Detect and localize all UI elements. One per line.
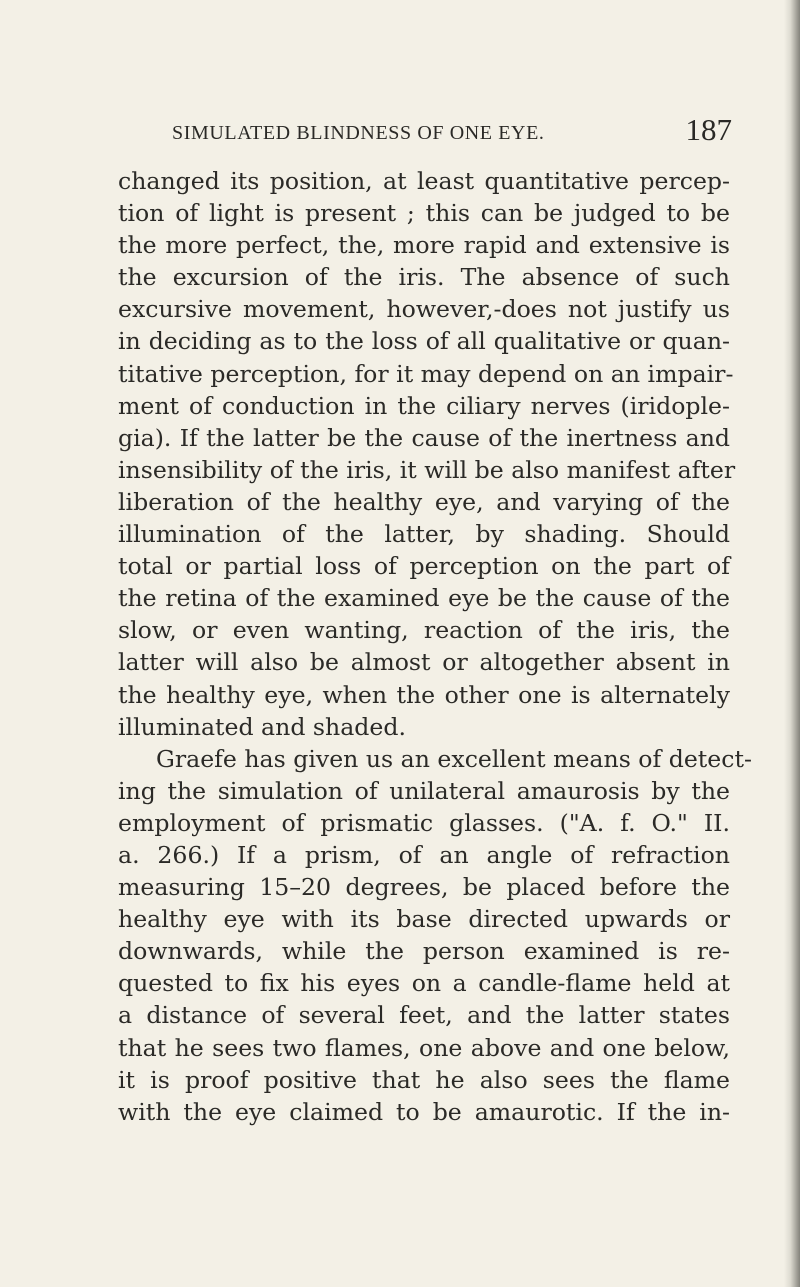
text-line: liberation of the healthy eye, and varying of the	[118, 487, 730, 516]
text-line: in deciding as to the loss of all qualitative or quan-	[118, 327, 730, 356]
text-line: tion of light is present ; this can be judged to be	[118, 199, 730, 228]
text-line-paragraph-end: illuminated and shaded.	[118, 712, 406, 741]
text-line: gia). If the latter be the cause of the inertness and	[118, 423, 730, 452]
text-line: changed its position, at least quantitative percep-	[118, 167, 730, 195]
text-line: healthy eye with its base directed upwards or	[118, 905, 730, 934]
text-line-paragraph-start: Graefe has given us an excellent means of detect-	[156, 744, 752, 773]
text-line: the healthy eye, when the other one is alternately	[118, 680, 730, 709]
text-line: measuring 15–20 degrees, be placed before the	[118, 873, 730, 902]
text-line: a. 266.) If a prism, of an angle of refraction	[118, 840, 730, 869]
text-line: the more perfect, the, more rapid and extensive is	[118, 231, 730, 260]
text-line: that he sees two flames, one above and one below,	[118, 1033, 730, 1062]
text-line: a distance of several feet, and the latter states	[118, 1001, 730, 1030]
text-line: the excursion of the iris. The absence of such	[118, 263, 730, 292]
body-text	[118, 165, 752, 1128]
text-line: ment of conduction in the ciliary nerves (iridople-	[118, 391, 730, 420]
page-edge-shadow	[784, 0, 800, 1287]
running-head	[172, 112, 732, 152]
running-head-title: SIMULATED BLINDNESS OF ONE EYE.	[172, 122, 545, 144]
text-line: illumination of the latter, by shading. Should	[118, 520, 730, 549]
text-line: downwards, while the person examined is re-	[118, 937, 730, 966]
text-line: ing the simulation of unilateral amaurosis by the	[118, 776, 730, 805]
text-line: with the eye claimed to be amaurotic. If the in-	[118, 1097, 730, 1126]
text-line: it is proof positive that he also sees the flame	[118, 1065, 730, 1094]
text-line: slow, or even wanting, reaction of the iris, the	[118, 616, 730, 645]
text-line: employment of prismatic glasses. ("A. f. O." II.	[118, 808, 730, 837]
text-line: titative perception, for it may depend on an impair-	[118, 359, 734, 388]
page-number: 187	[685, 112, 732, 147]
text-line: insensibility of the iris, it will be also manifest after	[118, 455, 736, 484]
text-line: total or partial loss of perception on the part of	[118, 552, 730, 581]
text-line: latter will also be almost or altogether absent in	[118, 648, 730, 677]
text-line: excursive movement, however,-does not justify us	[118, 295, 730, 324]
text-line: the retina of the examined eye be the cause of the	[118, 584, 730, 613]
text-line: quested to fix his eyes on a candle-flame held at	[118, 969, 730, 998]
